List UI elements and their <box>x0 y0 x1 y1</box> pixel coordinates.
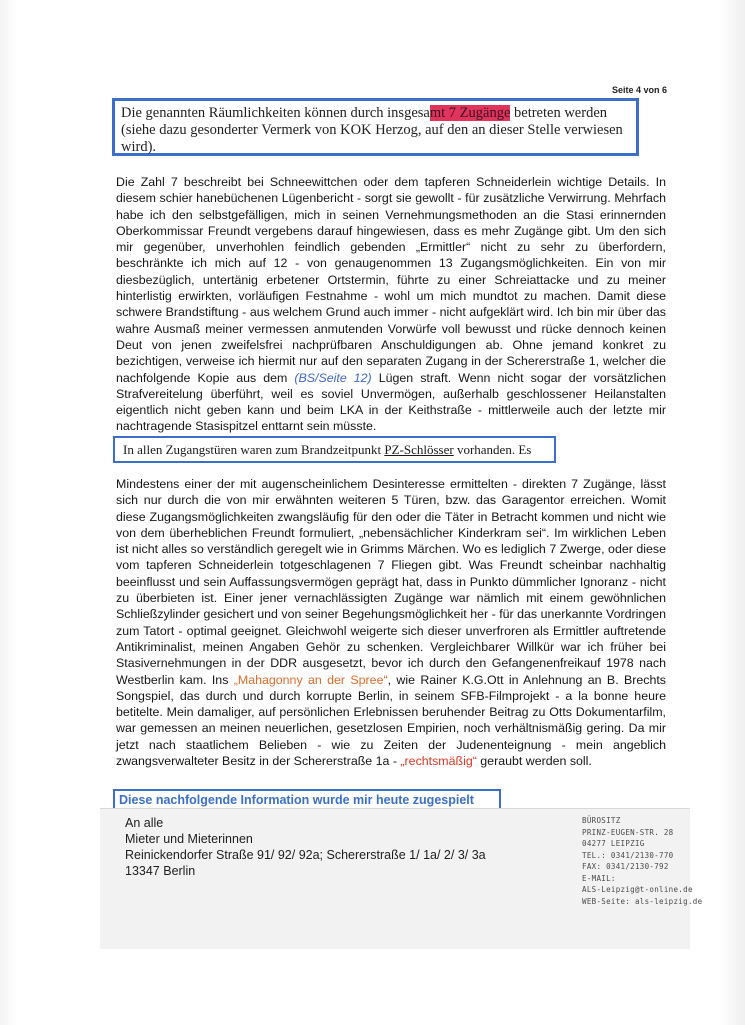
page-number: Seite 4 von 6 <box>611 85 667 95</box>
paragraph-1-text-b: Lügen straft. Wenn nicht sogar der vorsätzlichen Strafvereitelung überführt, weil es soviel Unvermögen, außerhalb geschlossener Heilanstalten eigentlich nicht geben kann und beim LKA in der Keithstraße - mittlerweile auch der letzte mir nachtragende Stasispitzel enttarnt sein müsste. <box>116 370 666 434</box>
reference-link[interactable]: (BS/Seite 12) <box>294 370 372 385</box>
recipient-address <box>125 815 486 879</box>
paragraph-2-text-a: Mindestens einer der mit augenscheinlichem Desinteresse ermittelten - direkten 7 Zugänge, lässt sich nur durch die von mir erwähnten weiteren 5 Türen, bzw. das Garagentor erreichen. Womit diese Zugangsmöglichkeiten zwangsläufig für den oder die Täter in Betracht kommen und nicht wie von dem überheblichen Freundt formuliert, „nebensächlicher Kinderkram sei“. Im wirklichen Leben ist nicht alles so verständlich geregelt wie in Grimms Märchen. Wo es lediglich 7 Zwerge, oder diese vom tapferen Schneiderlein totgeschlagenen 7 Fliegen gibt. Was Freundt scheinbar nachhaltig beeinflusst und sein Auffassungsvermögen geprägt hat, dass in Punkto dümmlicher Ignoranz - nicht zu überbieten ist. Einer jener vernachlässigten Zugänge war nämlich mit einem gewöhnlichen Schließzylinder gesichert und von seiner Begehungsmöglichkeit her - für das unerkannte Vordringen zum Tatort - optimal geeignet. Gleichwohl weigerte sich dieser unverfroren als Ermittler auftretende Antikriminalist, meinen Angaben Gehör zu schenken. Vergleichbarer Willkür war ich früher bei Stasivernehmungen in der DDR ausgesetzt, bevor ich durch den Gefangenenfreikauf 1978 nach Westberlin kam. Ins <box>116 477 666 687</box>
paragraph-2-text-b: , wie Rainer K.G.Ott in Anlehnung an B. Brechts Songspiel, das durch und durch korrupte Berlin, in seinem SFB-Filmprojekt - a la bonne heure betitelte. Mein damaliger, auf persönlichen Erlebnissen beruhender Beitrag zu Otts Dokumentarfilm, war gemessen an meinen neuerlichen, gesetzlosen Empirien, noch verhältnismäßig gering. Da mir jetzt nach staatlichem Belieben - wie zu Zeiten der Judenenteignung - mein angeblich zwangsverwalteter Besitz in der Schererstraße 1a - <box>116 672 666 769</box>
sender-line: BÜROSITZ <box>582 816 621 825</box>
sender-block <box>582 815 702 907</box>
letter-copy <box>100 808 703 949</box>
paragraph-2-text-c: geraubt werden soll. <box>476 754 592 769</box>
quote-text-after: betreten werden (siehe dazu gesonderter Vermerk von KOK Herzog, auf den an dieser Stelle verwiesen wird). <box>121 105 623 155</box>
sender-line: E-MAIL: <box>582 873 616 883</box>
quote-text-before: Die genannten Räumlichkeiten können durch insgesa <box>121 105 430 121</box>
quoted-note-box <box>113 436 556 463</box>
sender-line: ALS-Leipzig@t-online.de <box>582 885 693 894</box>
film-title-quote: „Mahagonny an der Spree“ <box>233 672 388 687</box>
quoted-excerpt-box <box>112 98 639 156</box>
sender-line: FAX: 0341/2130-792 <box>582 862 669 871</box>
rechtsmaessig-quote: „rechtsmäßig“ <box>400 754 477 769</box>
sender-line: TEL.: 0341/2130-770 <box>582 850 674 860</box>
quote-highlight: mt 7 Zugänge <box>429 105 511 121</box>
sender-line: WEB-Seite: als-leipzig.de <box>582 896 703 906</box>
note-underlined: PZ-Schlösser <box>384 442 454 457</box>
sender-line: 04277 LEIPZIG <box>582 839 645 848</box>
address-line: Reinickendorfer Straße 91/ 92/ 92a; Schererstraße 1/ 1a/ 2/ 3/ 3a <box>125 848 486 862</box>
note-text-before: In allen Zugangstüren waren zum Brandzeitpunkt <box>123 442 385 457</box>
paragraph-1 <box>116 174 666 435</box>
address-line: Mieter und Mieterinnen <box>125 832 253 846</box>
info-banner: Diese nachfolgende Information wurde mir heute zugespielt <box>113 789 501 811</box>
note-text-after: vorhanden. Es <box>453 442 532 457</box>
paragraph-2 <box>116 476 666 769</box>
sender-line: PRINZ-EUGEN-STR. 28 <box>582 827 674 837</box>
address-line: An alle <box>125 816 164 830</box>
address-line: 13347 Berlin <box>125 864 196 878</box>
paragraph-1-text-a: Die Zahl 7 beschreibt bei Schneewittchen oder dem tapferen Schneiderlein wichtige Details. In diesem schier hanebüchenen Lügenbericht - sorgt sie gewollt - für zusätzliche Verwirrung. Mehrfach habe ich den selbstgefälligen, mich in seinen Vernehmungsmethoden an die Stasi erinnernden Oberkommissar Freundt vergebens darauf hingewiesen, dass es mehr Zugänge gibt. Um den sich mir gegenüber, unverhohlen feindlich gebenden „Ermittler“ nicht zu sehr zu überfordern, beschränkte ich mich auf 12 - von genaugenommen 13 Zugangsmöglichkeiten. Ein von mir diesbezüglich, untertänig erbetener Ortstermin, führte zu einer Schreiattacke und zu meiner hinterlistig erwirkten, vorläufigen Festnahme - wohl um mich mundtot zu machen. Damit diese schwere Brandstiftung - aus welchem Grund auch immer - nicht aufgeklärt wird. Ich bin mir über das wahre Ausmaß meiner vermessen anmutenden Vorwürfe voll bewusst und rücke dennoch keinen Deut von jenen zweifelsfrei nachprüfbaren Anschuldigungen ab. Ohne jemand konkret zu bezichtigen, verweise ich hiermit nur auf den separaten Zugang in der Schererstraße 1, welcher die nachfolgende Kopie aus dem <box>116 175 666 385</box>
